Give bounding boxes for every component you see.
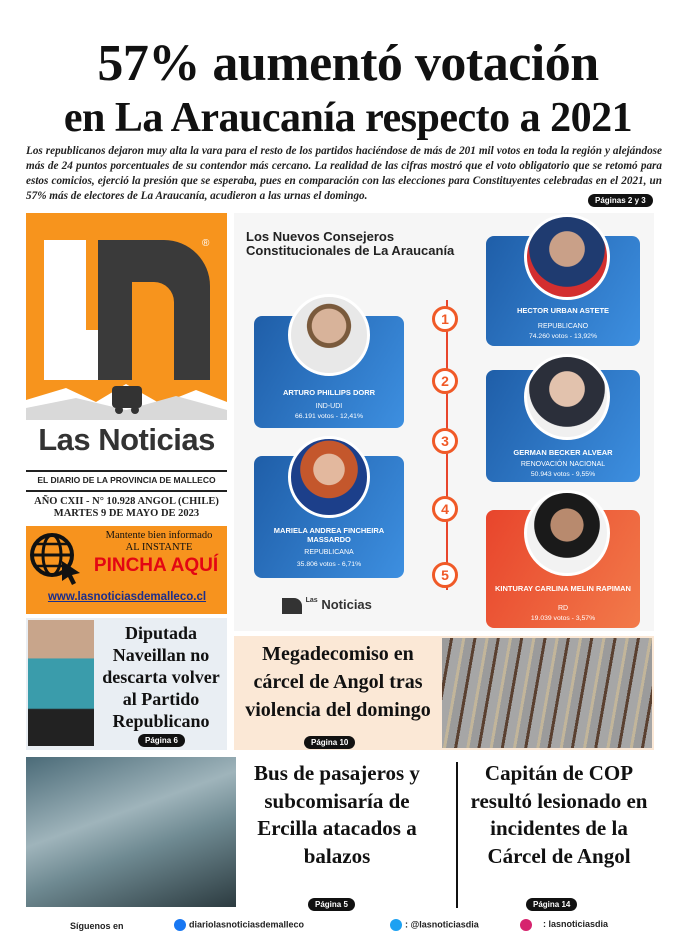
registered-mark: ®: [202, 238, 210, 249]
globe-cursor-icon: [28, 531, 82, 585]
candidate-party-5: RD: [557, 605, 569, 612]
candidate-name-5: KINTURAY CARLINA MELIN RAPIMAN: [495, 584, 631, 593]
candidate-votes-5: 19.039 votos - 3,57%: [530, 615, 596, 622]
megadecomiso-page-ref[interactable]: Página 10: [304, 736, 355, 749]
social-footer: [26, 918, 656, 938]
infographic-logo-text: Noticias: [321, 597, 372, 612]
candidate-photo-5: [524, 490, 610, 576]
capitan-page-ref[interactable]: Página 14: [526, 898, 577, 911]
candidate-party-2: IND-UDI: [315, 403, 343, 410]
candidate-photo-1: [524, 214, 610, 300]
candidate-party-4: REPUBLICANA: [304, 549, 354, 556]
twitter-link[interactable]: [390, 919, 479, 931]
rank-badge-5: 5: [432, 562, 458, 588]
facebook-link[interactable]: [174, 919, 304, 931]
candidate-votes-4: 35.806 votos - 6,71%: [296, 561, 362, 568]
facebook-icon: [174, 919, 186, 931]
candidate-votes-1: 74.260 votos - 13,92%: [528, 333, 597, 340]
ad-url-link[interactable]: www.lasnoticiasdemalleco.cl: [47, 591, 207, 603]
rank-badge-1: 1: [432, 306, 458, 332]
infographic-logo: [282, 597, 372, 614]
candidate-photo-4: [288, 436, 370, 518]
infographic-logo-small: Las: [305, 597, 318, 604]
ad-line1: Mantente bien informado: [105, 530, 213, 541]
capitan-headline[interactable]: Capitán de COP resultó lesionado en incidentes de la Cárcel de Angol: [470, 761, 648, 868]
candidate-name-3: GERMAN BECKER ALVEAR: [513, 448, 613, 457]
infographic-title: Los Nuevos Consejeros Constitucionales de La Araucanía: [246, 229, 455, 258]
story-divider: [456, 762, 458, 908]
twitter-icon: [390, 919, 402, 931]
lead-paragraph: Los republicanos dejaron muy alta la vara para el resto de los partidos haciéndose de más de 201 mil votos en toda la región y alejándose más de 24 puntos porcentuales de su contendor más cercano. La realidad de las cifras mostró que el voto obligatorio que se retomó para estos comicios, ejerció la presión que se esperaba, pues en comparación con las elecciones para Constituyentes celebradas en el 2021, un 57% más de electores de La Araucanía, acudieron a las urnas el domingo.: [26, 145, 662, 202]
main-headline-line1: 57% aumentó votación: [97, 35, 599, 92]
naveillan-photo[interactable]: [28, 620, 94, 746]
megadecomiso-headline[interactable]: Megadecomiso en cárcel de Angol tras violencia del domingo: [245, 643, 431, 721]
candidate-photo-3: [524, 354, 610, 440]
naveillan-page-ref[interactable]: Página 6: [138, 734, 185, 747]
candidate-name-4: MARIELA ANDREA FINCHEIRA MASSARDO: [273, 526, 385, 544]
ad-tagline: [96, 530, 222, 554]
candidate-photo-2: [288, 294, 370, 376]
main-headline-line2: en La Araucanía respecto a 2021: [63, 95, 633, 141]
candidate-party-1: REPUBLICANO: [537, 323, 589, 330]
masthead-edition: [26, 490, 227, 520]
candidate-name-1: HECTOR URBAN ASTETE: [516, 306, 610, 315]
instagram-icon: [520, 919, 532, 931]
candidate-votes-3: 50.943 votos - 9,55%: [530, 471, 596, 478]
candidate-name-2: ARTURO PHILLIPS DORR: [282, 388, 376, 397]
bus-photo[interactable]: [26, 757, 236, 907]
ad-cta-button[interactable]: PINCHA AQUÍ: [93, 555, 219, 576]
bus-headline[interactable]: Bus de pasajeros y subcomisaría de Ercilla atacados a balazos: [254, 761, 420, 868]
rank-badge-4: 4: [432, 496, 458, 522]
masthead-tagline: EL DIARIO DE LA PROVINCIA DE MALLECO: [26, 470, 227, 485]
follow-label: Síguenos en: [70, 921, 124, 931]
naveillan-headline[interactable]: Diputada Naveillan no descarta volver al Partido Republicano: [102, 623, 220, 731]
infographic-logo-mark: [282, 598, 302, 614]
instagram-link[interactable]: [520, 919, 608, 931]
mountains-train-icon: [26, 380, 227, 420]
masthead-brand: Las Noticias: [38, 422, 215, 457]
ad-line2: AL INSTANTE: [125, 542, 193, 553]
megadecomiso-photo[interactable]: [442, 638, 652, 748]
facebook-handle: diariolasnoticiasdemalleco: [189, 919, 305, 930]
edition-number: AÑO CXII - N° 10.928 ANGOL (CHILE): [34, 496, 219, 507]
candidate-party-3: RENOVACIÓN NACIONAL: [520, 461, 606, 468]
instagram-handle: : lasnoticiasdia: [543, 919, 609, 930]
twitter-handle: : @lasnoticiasdia: [405, 919, 479, 930]
rank-badge-2: 2: [432, 368, 458, 394]
lead-page-ref[interactable]: Páginas 2 y 3: [588, 194, 653, 207]
bus-page-ref[interactable]: Página 5: [308, 898, 355, 911]
edition-date: MARTES 9 DE MAYO DE 2023: [53, 508, 200, 519]
logo-letter-n-counter: [132, 282, 174, 380]
rank-badge-3: 3: [432, 428, 458, 454]
candidate-votes-2: 66.191 votos - 12,41%: [294, 413, 363, 420]
